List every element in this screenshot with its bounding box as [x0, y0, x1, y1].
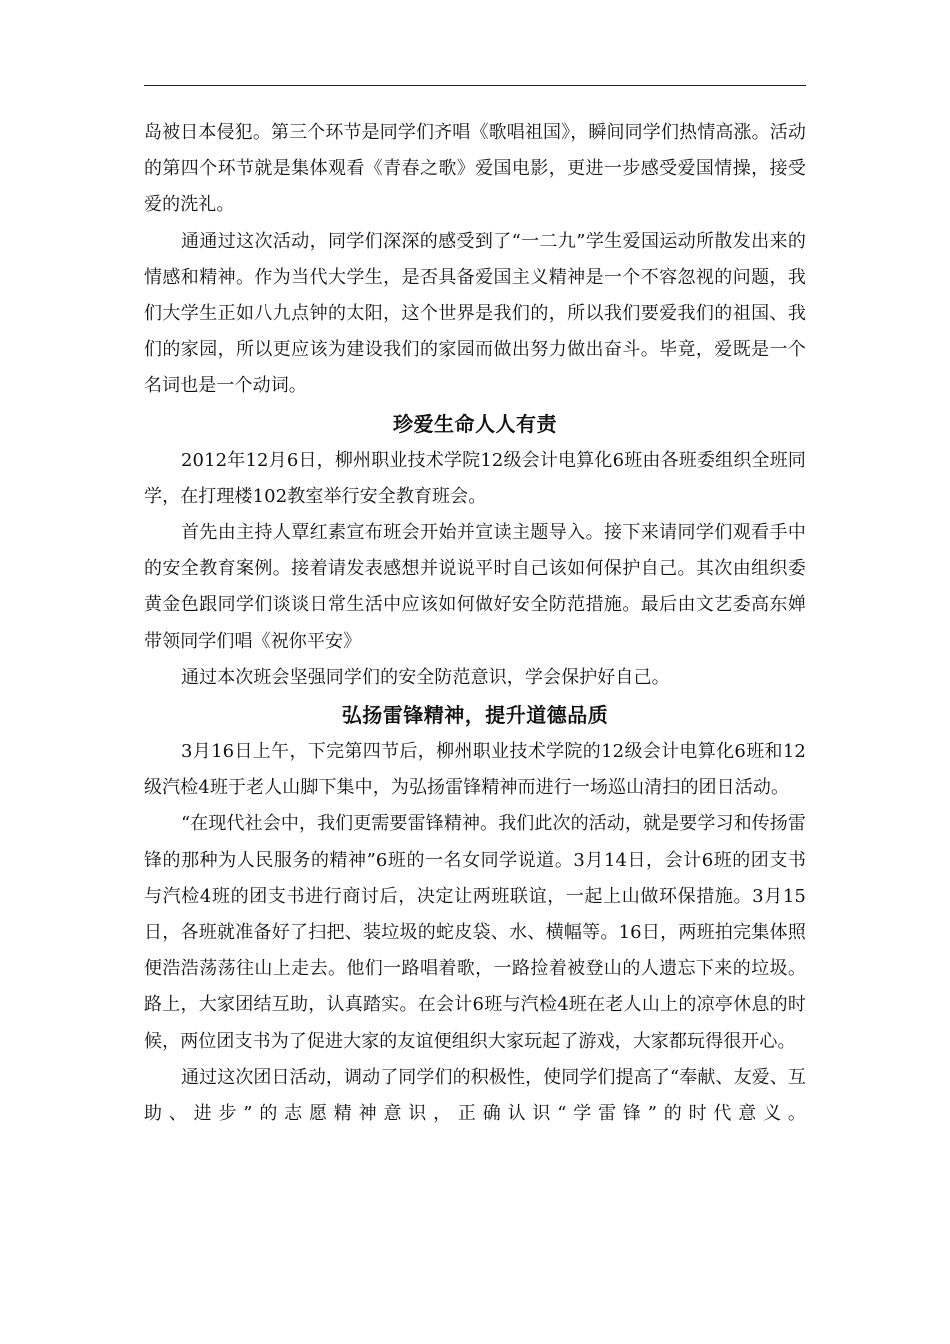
document-body	[144, 115, 806, 1132]
paragraph-4: 首先由主持人覃红素宣布班会开始并宣读主题导入。接下来请同学们观看手中的安全教育案例。接着请发表感想并说说平时自己该如何保护自己。其次由组织委黄金色跟同学们谈谈日常生活中应该如何做好安全防范措施。最后由文艺委高东婵带领同学们唱《祝你平安》	[144, 522, 806, 652]
header-rule	[144, 85, 806, 86]
section-heading-1: 珍爱生命人人有责	[393, 411, 557, 436]
section-heading-2: 弘扬雷锋精神，提升道德品质	[341, 703, 609, 728]
paragraph-5: 通过本次班会坚强同学们的安全防范意识，学会保护好自己。	[181, 666, 670, 688]
paragraph-7: “在现代社会中，我们更需要雷锋精神。我们此次的活动，就是要学习和传扬雷锋的那种为人民服务的精神”6班的一名女同学说道。3月14日，会计6班的团支书与汽检4班的团支书进行商讨后，决定让两班联谊，一起上山做环保措施。3月15日，各班就准备好了扫把、装垃圾的蛇皮袋、水、横幅等。16日，两班拍完集体照便浩浩荡荡往山上走去。他们一路唱着歌，一路捡着被登山的人遗忘下来的垃圾。路上，大家团结互助，认真踏实。在会计6班与汽检4班在老人山上的凉亭休息的时候，两位团支书为了促进大家的友谊便组织大家玩起了游戏，大家都玩得很开心。	[144, 813, 806, 1052]
paragraph-3: 2012年12月6日，柳州职业技术学院12级会计电算化6班由各班委组织全班同学，在打理楼102教室举行安全教育班会。	[144, 449, 806, 507]
paragraph-1: 岛被日本侵犯。第三个环节是同学们齐唱《歌唱祖国》，瞬间同学们热情高涨。活动的第四个环节就是集体观看《青春之歌》爱国电影，更进一步感受爱国情操，接受爱的洗礼。	[144, 122, 806, 216]
paragraph-6: 3月16日上午，下完第四节后，柳州职业技术学院的12级会计电算化6班和12级汽检4班于老人山脚下集中，为弘扬雷锋精神而进行一场巡山清扫的团日活动。	[144, 741, 806, 799]
paragraph-8: 通过这次团日活动，调动了同学们的积极性，使同学们提高了“奉献、友爱、互助、进步”的志愿精神意识，正确认识“学雷锋”的时代意义。	[144, 1066, 806, 1125]
paragraph-2: 通通过这次活动，同学们深深的感受到了“一二九”学生爱国运动所散发出来的情感和精神。作为当代大学生，是否具备爱国主义精神是一个不容忽视的问题，我们大学生正如八九点钟的太阳，这个世界是我们的，所以我们要爱我们的祖国、我们的家园，所以更应该为建设我们的家园而做出努力做出奋斗。毕竟，爱既是一个名词也是一个动词。	[144, 230, 806, 397]
